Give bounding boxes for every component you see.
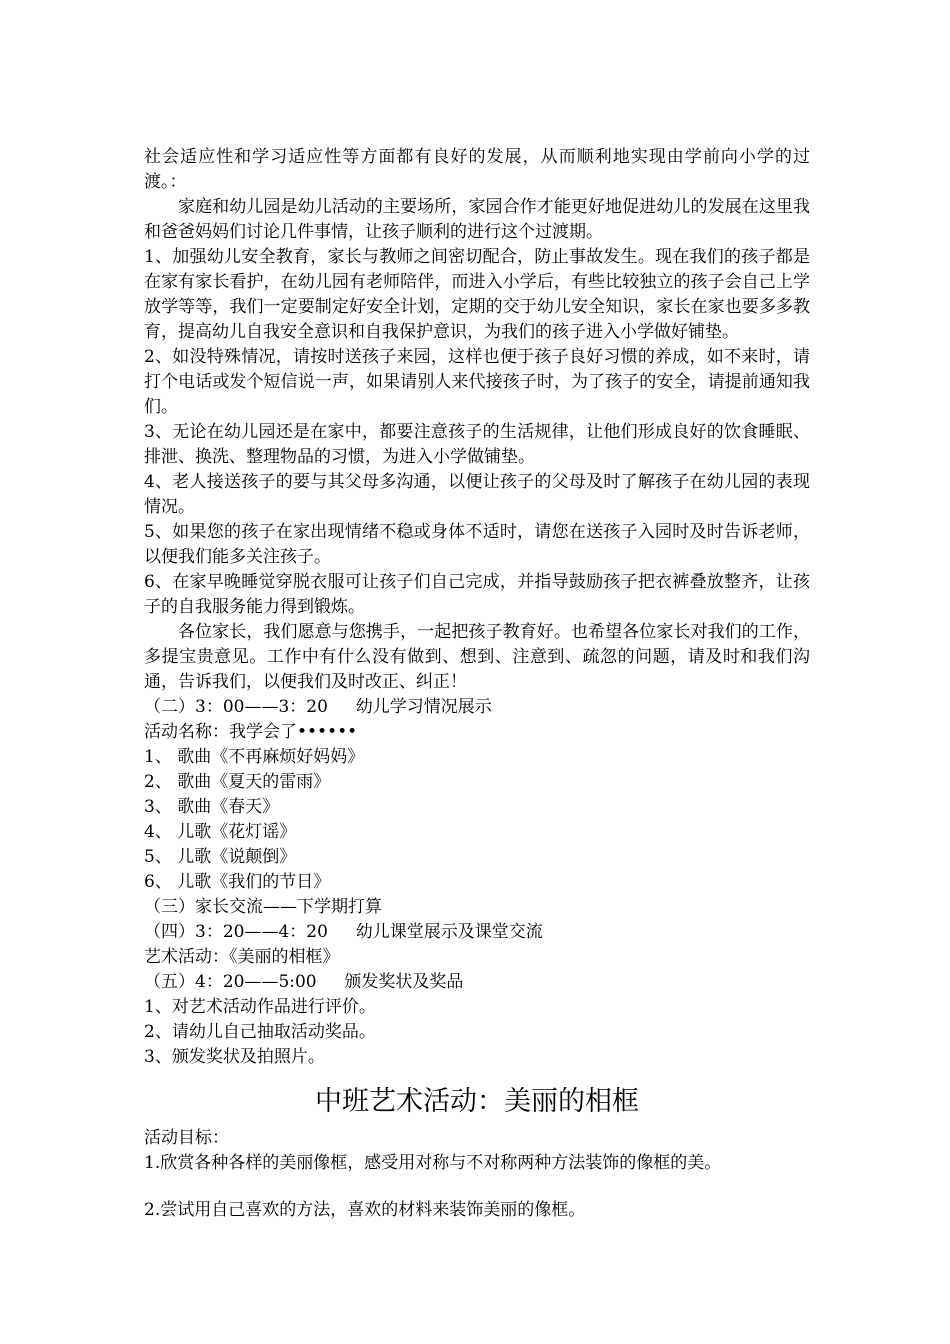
song-item: 5、 儿歌《说颠倒》 xyxy=(144,847,297,867)
list-item: 2、如没特殊情况，请按时送孩子来园，这样也便于孩子良好习惯的养成，如不来时，请打个电话或发个短信说一声，如果请别人来代接孩子时，为了孩子的安全，请提前通知我们。 xyxy=(144,347,810,417)
goal-item-2: 2.尝试用自己喜欢的方法，喜欢的材料来装饰美丽的像框。 xyxy=(144,1200,586,1220)
award-item: 2、请幼儿自己抽取活动奖品。 xyxy=(144,1022,376,1042)
award-item: 1、对艺术活动作品进行评价。 xyxy=(144,997,376,1017)
schedule-item-3: （三）家长交流——下学期打算 xyxy=(144,897,382,917)
song-item: 6、 儿歌《我们的节日》 xyxy=(144,872,331,892)
list-item: 6、在家早晚睡觉穿脱衣服可让孩子们自己完成，并指导鼓励孩子把衣裤叠放整齐，让孩子的自我服务能力得到锻炼。 xyxy=(144,572,810,617)
schedule-item-4: （四）3：20——4：20 幼儿课堂展示及课堂交流 xyxy=(144,922,543,942)
lesson-title: 中班艺术活动：美丽的相框 xyxy=(315,1086,639,1117)
song-item: 3、 歌曲《春天》 xyxy=(144,797,280,817)
list-item: 1、加强幼儿安全教育，家长与教师之间密切配合，防止事故发生。现在我们的孩子都是在家有家长看护，在幼儿园有老师陪伴，而进入小学后，有些比较独立的孩子会自己上学放学等等，我们一定要制定好安全计划，定期的交于幼儿安全知识，家长在家也要多多教育，提高幼儿自我安全意识和自我保护意识，为我们的孩子进入小学做好铺垫。 xyxy=(144,247,810,342)
document-body xyxy=(144,145,810,1223)
blank-line xyxy=(144,1176,810,1198)
list-item: 3、无论在幼儿园还是在家中，都要注意孩子的生活规律，让他们形成良好的饮食睡眠、排泄、换洗、整理物品的习惯，为进入小学做铺垫。 xyxy=(144,422,810,467)
award-item: 3、颁发奖状及拍照片。 xyxy=(144,1047,325,1067)
activity-name: 活动名称：我学会了•••••• xyxy=(144,722,358,742)
song-item: 1、 歌曲《不再麻烦好妈妈》 xyxy=(144,747,365,767)
schedule-item-2: （二）3：00——3：20 幼儿学习情况展示 xyxy=(144,697,492,717)
song-item: 4、 儿歌《花灯谣》 xyxy=(144,822,297,842)
schedule-item-5: （五）4：20——5:00 颁发奖状及奖品 xyxy=(144,972,464,992)
goals-label: 活动目标： xyxy=(144,1128,229,1148)
art-activity: 艺术活动：《美丽的相框》 xyxy=(144,947,340,967)
song-item: 2、 歌曲《夏天的雷雨》 xyxy=(144,772,331,792)
list-item: 4、老人接送孩子的要与其父母多沟通，以便让孩子的父母及时了解孩子在幼儿园的表现情况。 xyxy=(144,472,810,517)
intro-end-paragraph: 社会适应性和学习适应性等方面都有良好的发展，从而顺利地实现由学前向小学的过渡。： xyxy=(144,147,810,192)
list-item: 5、如果您的孩子在家出现情绪不稳或身体不适时，请您在送孩子入园时及时告诉老师，以便我们能多关注孩子。 xyxy=(144,522,810,567)
goal-item-1: 1.欣赏各种各样的美丽像框，感受用对称与不对称两种方法装饰的像框的美。 xyxy=(144,1153,722,1173)
closing-paragraph: 各位家长，我们愿意与您携手，一起把孩子教育好。也希望各位家长对我们的工作，多提宝贵意见。工作中有什么没有做到、想到、注意到、疏忽的问题，请及时和我们沟通，告诉我们，以便我们及时改正、纠正！ xyxy=(144,622,810,692)
home-school-paragraph: 家庭和幼儿园是幼儿活动的主要场所，家园合作才能更好地促进幼儿的发展在这里我和爸爸妈妈们讨论几件事情，让孩子顺利的进行这个过渡期。 xyxy=(144,197,810,242)
